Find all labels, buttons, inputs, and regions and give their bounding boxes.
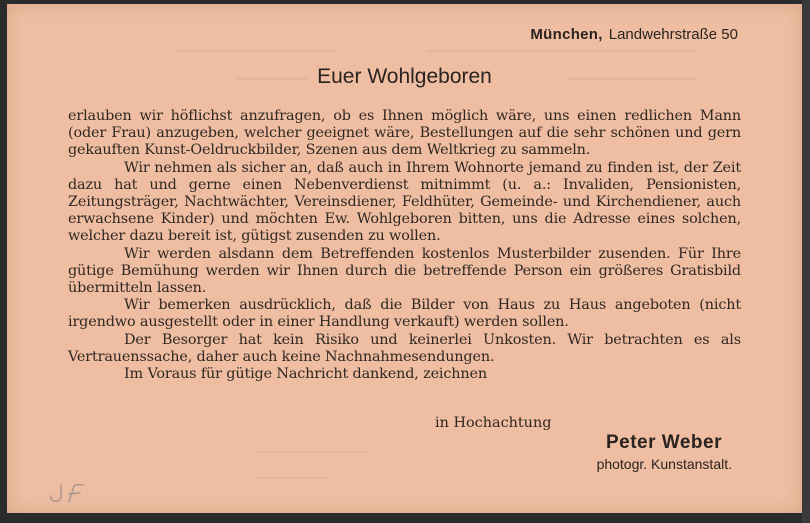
- salutation: Euer Wohlgeboren: [317, 65, 492, 88]
- body-paragraph: erlauben wir höflichst anzufragen, ob es Ihnen möglich wäre, uns einen redlichen Mann (oder Frau) anzugeben, welcher geeignet wäre, Bestellungen auf die sehr schönen und gern gekauften Kunst-Oeldruckbilder, Szenen aus dem Weltkrieg zu sammeln.: [68, 108, 741, 159]
- body-paragraph: Im Voraus für gütige Nachricht dankend, zeichnen: [124, 366, 488, 383]
- sender-address: [530, 26, 738, 43]
- sender-city: München,: [530, 26, 603, 43]
- closing-phrase: in Hochachtung: [435, 415, 552, 431]
- signature-title: photogr. Kunstanstalt.: [596, 456, 732, 472]
- body-paragraph: Wir nehmen als sicher an, daß auch in Ihrem Wohnorte jemand zu finden ist, der Zeit dazu hat und gerne einen Nebenverdienst mitnimmt (u. a.: Invaliden, Pensionisten, Zeitungsträger, Nachtwächter, Vereinsdiener, Feldhüter, Gemeinde- und Kirchendiener, auch erwachsene Kinder) und möchten Ew. Wohlgeboren bitten, uns die Adresse eines solchen, welcher dazu bereit ist, gütigst zusenden zu wollen.: [68, 159, 741, 245]
- body-paragraph: Wir bemerken ausdrücklich, daß die Bilder von Haus zu Haus angeboten (nicht irgendwo ausgestellt oder in einer Handlung verkauft) werden sollen.: [68, 297, 741, 331]
- pencil-note-mark: [47, 482, 93, 504]
- letter-body: [68, 108, 741, 383]
- postcard: [7, 4, 802, 513]
- body-paragraph: Wir werden alsdann dem Betreffenden kostenlos Musterbilder zusenden. Für Ihre gütige Bemühung werden wir Ihnen durch die betreffende Person ein größeres Gratisbild übermitteln lassen.: [68, 245, 741, 297]
- signature-name: Peter Weber: [605, 432, 722, 453]
- body-paragraph: Der Besorger hat kein Risiko und keinerlei Unkosten. Wir betrachten es als Vertrauenssache, daher auch keine Nachnahmesendungen.: [68, 331, 741, 365]
- scan-edge: [802, 0, 810, 523]
- sender-street: Landwehrstraße 50: [608, 26, 738, 43]
